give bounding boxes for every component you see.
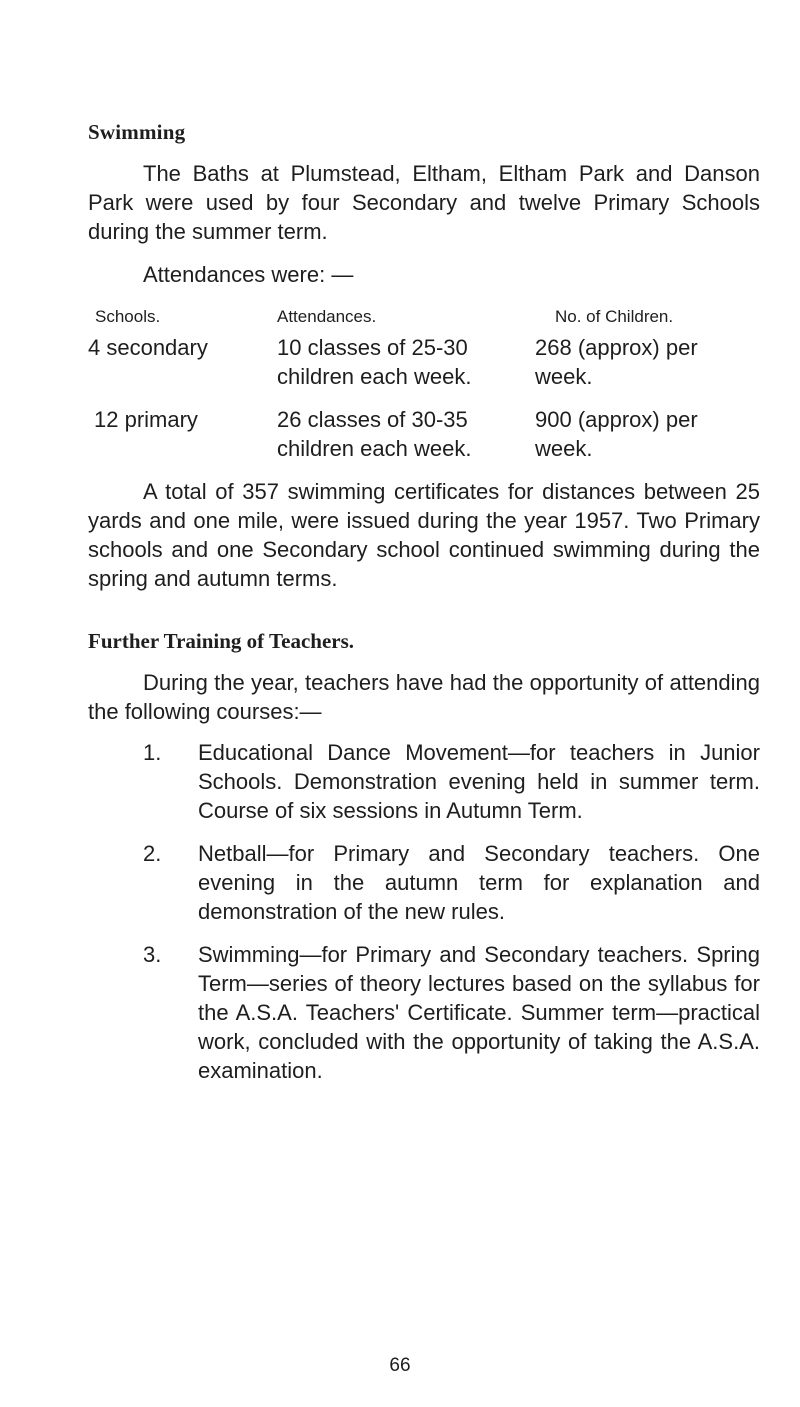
swimming-intro-paragraph: The Baths at Plumstead, Eltham, Eltham Park and Danson Park were used by four Secondary and twelve Primary Schools during the summer term. xyxy=(88,161,760,244)
list-item-number: 2. xyxy=(143,841,162,866)
swimming-heading: Swimming xyxy=(88,120,186,144)
cell-schools: 12 primary xyxy=(94,407,198,432)
training-section xyxy=(88,629,760,1085)
training-heading: Further Training of Teachers. xyxy=(88,629,355,653)
training-intro-paragraph: During the year, teachers have had the opportunity of attending the following courses:— xyxy=(88,670,760,724)
table-row xyxy=(88,405,760,477)
list-item xyxy=(88,738,760,825)
column-header-attendances: Attendances. xyxy=(277,307,377,326)
attendance-table-header-row xyxy=(88,307,760,333)
list-item-text: Netball—for Primary and Secondary teachers. One evening in the autumn term for explanation and demonstration of the new rules. xyxy=(198,841,760,924)
list-item-number: 3. xyxy=(143,942,162,967)
list-item-text: Educational Dance Movement—for teachers in Junior Schools. Demonstration evening held in summer term. Course of six sessions in Autumn Term. xyxy=(198,740,760,823)
cell-schools: 4 secondary xyxy=(88,335,208,360)
cell-attendances: 26 classes of 30-35 children each week. xyxy=(277,407,472,461)
attendances-intro: Attendances were: — xyxy=(143,262,354,287)
list-item-text: Swimming—for Primary and Secondary teachers. Spring Term—series of theory lectures based on the syllabus for the A.S.A. Teachers' Certificate. Summer term—practical work, concluded with the opportunity of taking the A.S.A. examination. xyxy=(198,942,760,1083)
certificates-paragraph: A total of 357 swimming certificates for distances between 25 yards and one mile, were issued during the year 1957. Two Primary schools and one Secondary school continued swimming during the spring and autumn terms. xyxy=(88,479,760,591)
attendance-table xyxy=(88,307,760,477)
cell-attendances: 10 classes of 25-30 children each week. xyxy=(277,335,472,389)
table-row xyxy=(88,333,760,405)
column-header-children: No. of Children. xyxy=(555,307,674,326)
page-number: 66 xyxy=(389,1355,411,1376)
swimming-section xyxy=(88,120,760,593)
courses-list xyxy=(88,738,760,1085)
page-content xyxy=(88,120,760,1099)
column-header-schools: Schools. xyxy=(95,307,161,326)
list-item xyxy=(88,839,760,926)
cell-children: 900 (approx) per week. xyxy=(535,407,698,461)
list-item xyxy=(88,940,760,1085)
list-item-number: 1. xyxy=(143,740,162,765)
cell-children: 268 (approx) per week. xyxy=(535,335,698,389)
